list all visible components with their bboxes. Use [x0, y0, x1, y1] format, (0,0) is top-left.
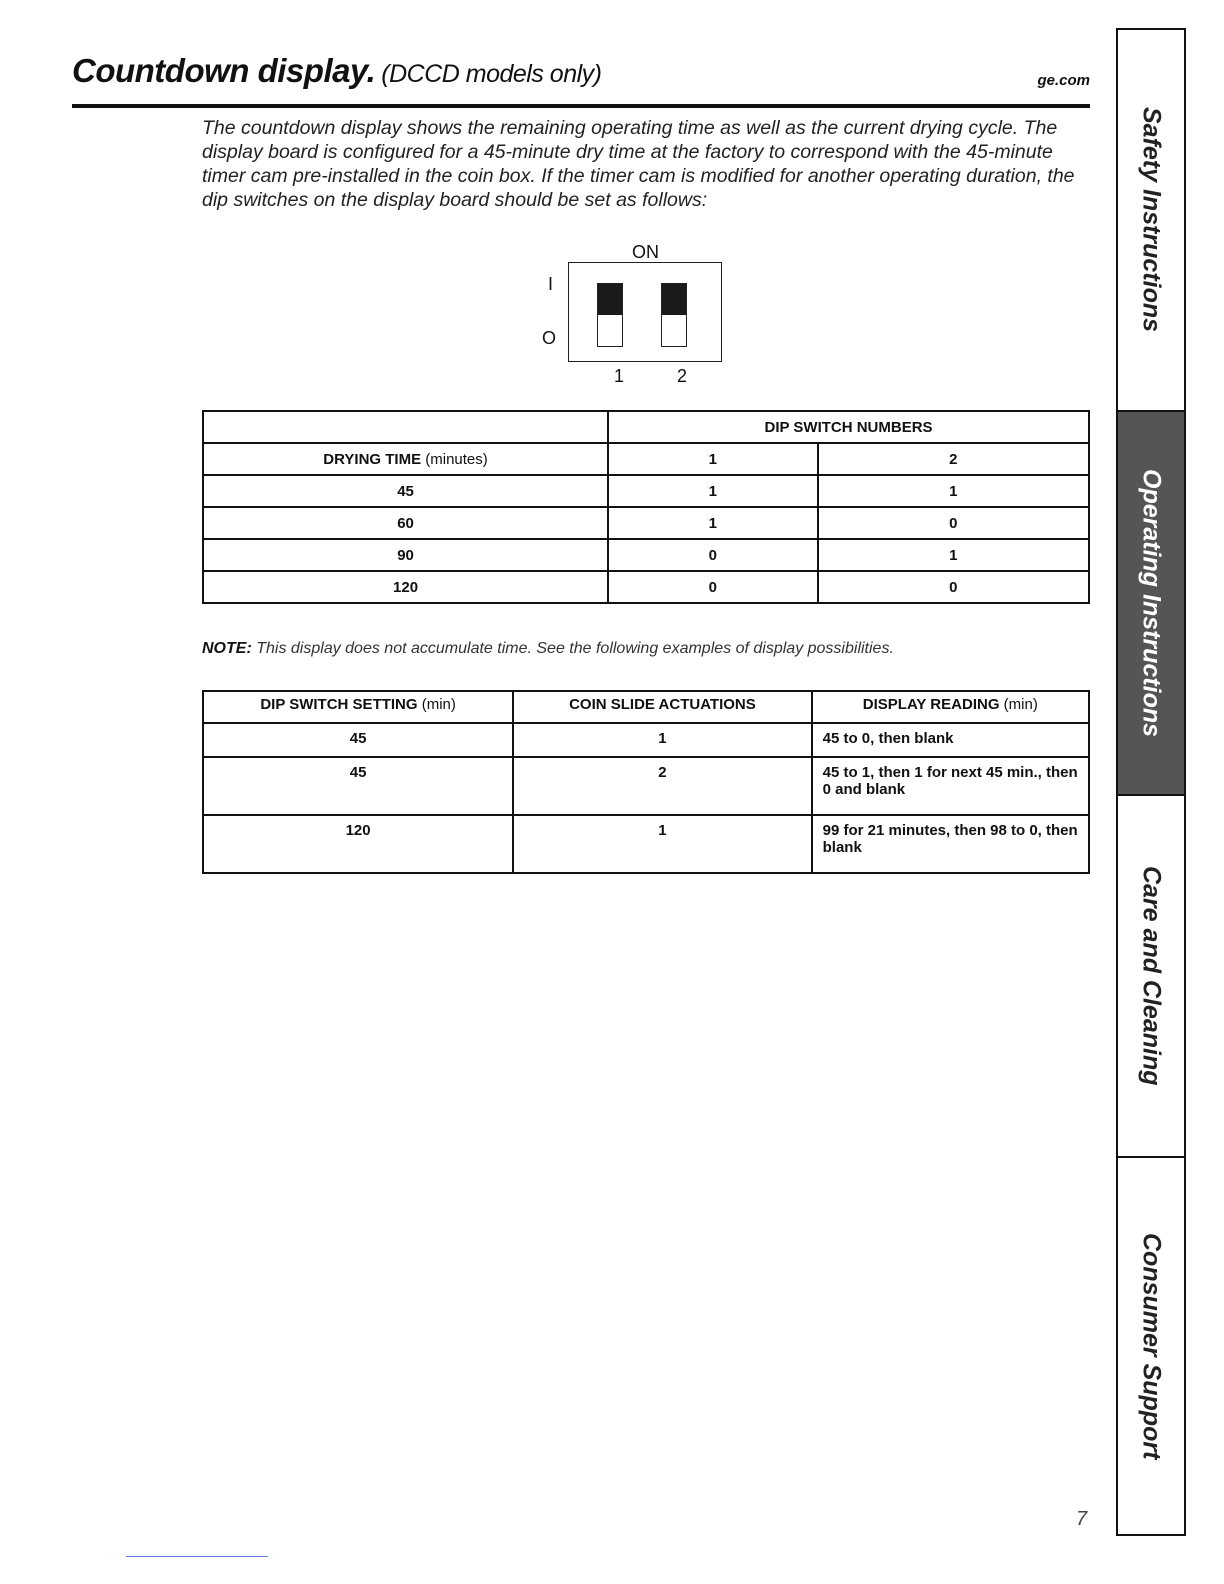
dip-switch-2 — [661, 283, 687, 347]
header-text: DRYING TIME — [323, 450, 422, 468]
table-header-cell — [203, 691, 513, 723]
note-label: NOTE: — [202, 640, 252, 657]
table-cell: 1 — [513, 723, 811, 757]
table-cell: 45 — [203, 757, 513, 815]
header-text: DIP SWITCH SETTING — [260, 696, 418, 713]
table-cell: 45 — [203, 723, 513, 757]
note-body: This display does not accumulate time. See the following examples of display possibilities. — [256, 640, 894, 657]
table-cell: 0 — [608, 539, 818, 571]
footer-divider — [126, 1556, 268, 1557]
table-cell: 99 for 21 minutes, then 98 to 0, then blank — [812, 815, 1089, 873]
section-sidebar — [1116, 28, 1186, 1536]
table-row — [203, 411, 1089, 443]
tab-safety-instructions[interactable] — [1118, 30, 1184, 412]
dip-switch-body — [568, 262, 722, 362]
table-cell: 1 — [818, 475, 1089, 507]
tab-label: Operating Instructions — [1137, 468, 1166, 738]
table-cell: 120 — [203, 815, 513, 873]
tab-consumer-support[interactable] — [1118, 1158, 1184, 1534]
page-number: 7 — [1076, 1508, 1088, 1530]
table-header-cell — [203, 443, 608, 475]
table-row — [203, 757, 1089, 815]
header-unit: (minutes) — [425, 450, 488, 468]
table-cell: 120 — [203, 571, 608, 603]
table-header-cell — [812, 691, 1089, 723]
dip-number-2: 2 — [677, 366, 688, 386]
tab-label: Safety Instructions — [1137, 107, 1166, 333]
table-header-cell: 2 — [818, 443, 1089, 475]
dip-switch-table — [202, 410, 1090, 604]
table-cell: 0 — [608, 571, 818, 603]
page-title — [72, 52, 601, 90]
table-row — [203, 691, 1089, 723]
header-text: DISPLAY READING — [862, 696, 1000, 713]
header-unit: (min) — [421, 696, 456, 713]
table-cell: 90 — [203, 539, 608, 571]
table-row — [203, 475, 1089, 507]
display-examples-table — [202, 690, 1090, 874]
tab-operating-instructions[interactable] — [1118, 412, 1184, 796]
tab-label: Care and Cleaning — [1137, 866, 1166, 1086]
dip-switch-1-knob — [598, 284, 622, 315]
table-row — [203, 571, 1089, 603]
dip-on-label: ON — [632, 242, 659, 262]
table-cell: 1 — [513, 815, 811, 873]
table-row — [203, 443, 1089, 475]
table-header-cell: 1 — [608, 443, 818, 475]
page-title-text: Countdown display. — [72, 52, 376, 89]
table-cell: 1 — [608, 507, 818, 539]
dip-switch-2-knob — [662, 284, 686, 315]
table-cell: 45 — [203, 475, 608, 507]
table-row — [203, 539, 1089, 571]
tab-label: Consumer Support — [1137, 1232, 1166, 1460]
table-cell: 0 — [818, 571, 1089, 603]
dip-switch-1 — [597, 283, 623, 347]
table-cell: 2 — [513, 757, 811, 815]
intro-paragraph: The countdown display shows the remaining operating time as well as the current drying cycle. The display board is configured for a 45-minute dry time at the factory to correspond with the 45-minute timer cam pre-installed in the coin box. If the timer cam is modified for another operating duration, the dip switches on the display board should be set as follows: — [202, 117, 1075, 211]
table-row — [203, 723, 1089, 757]
page-header — [72, 52, 1090, 108]
dip-switch-diagram — [536, 240, 736, 390]
dip-number-1: 1 — [614, 366, 625, 386]
dip-o-label: O — [542, 328, 557, 348]
table-row — [203, 815, 1089, 873]
table-cell: 1 — [608, 475, 818, 507]
table-cell: 45 to 0, then blank — [812, 723, 1089, 757]
website-label: ge.com — [1037, 72, 1090, 89]
dip-i-label: I — [548, 274, 554, 294]
page-subtitle: (DCCD models only) — [381, 60, 602, 88]
table-cell — [203, 411, 608, 443]
table-cell: 0 — [818, 507, 1089, 539]
table-row — [203, 507, 1089, 539]
table-header-cell — [513, 691, 811, 723]
header-text: COIN SLIDE ACTUATIONS — [569, 696, 756, 713]
tab-care-and-cleaning[interactable] — [1118, 796, 1184, 1158]
table-cell: 60 — [203, 507, 608, 539]
note-text — [202, 640, 894, 658]
table-group-header: DIP SWITCH NUMBERS — [608, 411, 1089, 443]
header-unit: (min) — [1003, 696, 1038, 713]
table-cell: 45 to 1, then 1 for next 45 min., then 0 and blank — [812, 757, 1089, 815]
table-cell: 1 — [818, 539, 1089, 571]
